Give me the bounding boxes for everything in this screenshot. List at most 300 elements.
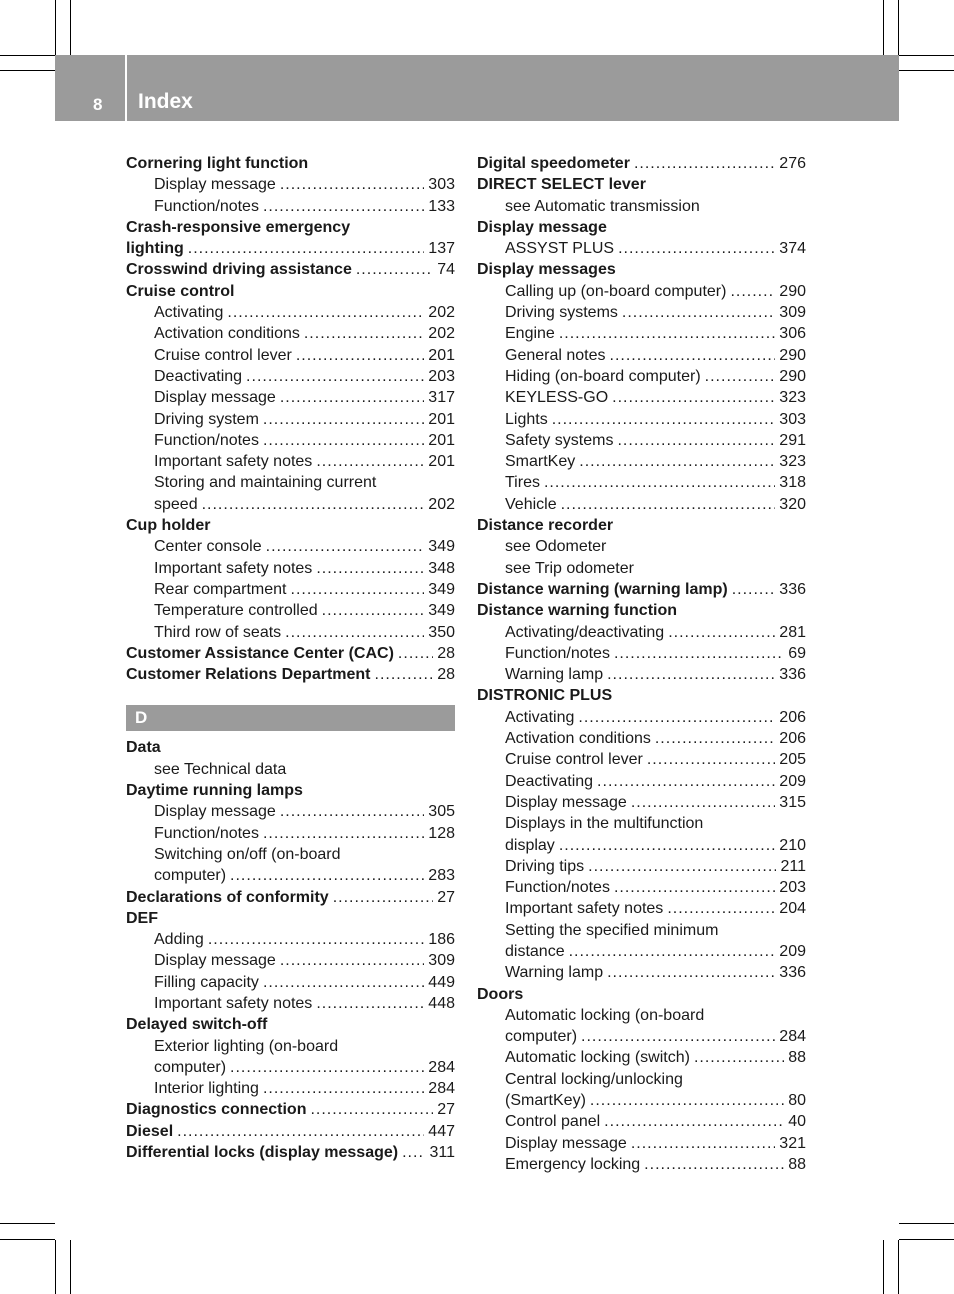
entry-text: Warning lamp xyxy=(505,666,604,684)
index-line xyxy=(505,835,806,856)
page-reference: 291 xyxy=(779,431,806,449)
dot-leader xyxy=(552,409,776,430)
page-reference: 290 xyxy=(779,346,806,364)
entry-text: Filling capacity xyxy=(154,973,259,991)
entry-text: DEF xyxy=(126,909,158,927)
index-subentry xyxy=(126,494,455,515)
index-line xyxy=(154,929,455,950)
entry-text: Switching on/off (on-board xyxy=(154,845,341,863)
index-line xyxy=(126,259,455,280)
index-line xyxy=(505,536,806,557)
entry-text: computer) xyxy=(505,1028,578,1046)
index-heading xyxy=(126,515,455,536)
dot-leader xyxy=(604,1111,784,1132)
entry-text: Important safety notes xyxy=(154,559,313,577)
index-line xyxy=(154,430,455,451)
entry-text: Distance warning (warning lamp) xyxy=(477,580,728,598)
index-subentry xyxy=(477,792,806,813)
index-subentry xyxy=(477,302,806,323)
dot-leader xyxy=(579,451,775,472)
entry-text: (SmartKey) xyxy=(505,1092,586,1110)
entry-text: Temperature controlled xyxy=(154,602,318,620)
index-line xyxy=(154,409,455,430)
index-line xyxy=(505,302,806,323)
dot-leader xyxy=(202,494,425,515)
dot-leader xyxy=(263,972,424,993)
index-subentry xyxy=(126,387,455,408)
entry-text: Important safety notes xyxy=(505,900,664,918)
entry-text: Cruise control lever xyxy=(505,751,643,769)
entry-text: Function/notes xyxy=(505,879,610,897)
index-line xyxy=(505,281,806,302)
index-subentry xyxy=(477,1026,806,1047)
dot-leader xyxy=(227,302,424,323)
page-reference: 323 xyxy=(779,453,806,471)
index-subentry xyxy=(126,579,455,600)
header-bar xyxy=(55,55,899,121)
page-reference: 318 xyxy=(779,474,806,492)
index-subentry xyxy=(477,238,806,259)
index-subentry xyxy=(477,323,806,344)
crop-mark xyxy=(0,70,55,71)
page-reference: 201 xyxy=(428,431,455,449)
index-subentry xyxy=(126,366,455,387)
index-heading xyxy=(477,174,806,195)
index-subentry xyxy=(477,387,806,408)
page-reference: 201 xyxy=(428,346,455,364)
page-reference: 284 xyxy=(779,1028,806,1046)
index-line xyxy=(154,1036,455,1057)
page-reference: 201 xyxy=(428,410,455,428)
dot-leader xyxy=(705,366,776,387)
index-subentry xyxy=(477,366,806,387)
index-line xyxy=(505,749,806,770)
index-line xyxy=(126,1099,455,1120)
page-reference: 276 xyxy=(779,155,806,172)
index-subentry xyxy=(477,664,806,685)
index-line xyxy=(477,685,806,706)
index-line xyxy=(154,622,455,643)
entry-text: DISTRONIC PLUS xyxy=(477,687,613,705)
index-line xyxy=(505,1090,806,1111)
entry-text: Cornering light function xyxy=(126,155,309,172)
entry-text: Important safety notes xyxy=(154,994,313,1012)
index-line xyxy=(505,920,806,941)
entry-text: Central locking/unlocking xyxy=(505,1070,683,1088)
dot-leader xyxy=(730,281,775,302)
dot-leader xyxy=(647,749,775,770)
entry-text: Display message xyxy=(154,176,276,194)
index-subentry xyxy=(477,472,806,493)
dot-leader xyxy=(263,823,424,844)
index-subentry xyxy=(126,865,455,886)
page-reference: 128 xyxy=(428,824,455,842)
index-heading xyxy=(126,1142,455,1163)
index-heading xyxy=(477,685,806,706)
index-line xyxy=(154,174,455,195)
index-subentry xyxy=(477,856,806,877)
crop-mark xyxy=(899,70,954,71)
page-reference: 290 xyxy=(779,282,806,300)
index-subentry xyxy=(477,1047,806,1068)
entry-text: Display message xyxy=(154,803,276,821)
entry-text: Display message xyxy=(154,389,276,407)
index-line xyxy=(154,558,455,579)
crop-mark xyxy=(55,0,56,55)
index-subentry xyxy=(126,1036,455,1057)
dot-leader xyxy=(177,1121,424,1142)
dot-leader xyxy=(622,302,775,323)
entry-text: Third row of seats xyxy=(154,623,282,641)
entry-text: Emergency locking xyxy=(505,1155,641,1173)
entry-text: Activating xyxy=(154,304,224,322)
page-reference: 284 xyxy=(428,1080,455,1098)
index-subentry xyxy=(126,174,455,195)
entry-text: Function/notes xyxy=(154,824,259,842)
index-line xyxy=(154,494,455,515)
index-line xyxy=(505,196,806,217)
dot-leader xyxy=(304,323,424,344)
index-line xyxy=(477,259,806,280)
page-reference: 349 xyxy=(428,538,455,556)
dot-leader xyxy=(561,494,776,515)
entry-text: Exterior lighting (on-board xyxy=(154,1037,339,1055)
entry-text: Delayed switch-off xyxy=(126,1016,268,1034)
entry-text: Diagnostics connection xyxy=(126,1101,307,1119)
index-line xyxy=(505,451,806,472)
index-heading xyxy=(126,281,455,302)
index-subentry xyxy=(477,1133,806,1154)
page-reference: 209 xyxy=(779,942,806,960)
index-group xyxy=(126,737,455,1163)
index-subentry xyxy=(126,451,455,472)
index-line xyxy=(126,217,455,238)
entry-text: computer) xyxy=(154,867,227,885)
dot-leader xyxy=(732,579,776,600)
index-subentry xyxy=(477,771,806,792)
entry-text: Center console xyxy=(154,538,262,556)
entry-text: Daytime running lamps xyxy=(126,782,303,800)
dot-leader xyxy=(316,993,424,1014)
page-reference: 448 xyxy=(428,994,455,1012)
index-heading xyxy=(126,1121,455,1142)
page-reference: 69 xyxy=(788,644,806,662)
index-line xyxy=(505,1111,806,1132)
page-reference: 315 xyxy=(779,793,806,811)
page-reference: 203 xyxy=(428,367,455,385)
entry-text: Vehicle xyxy=(505,495,557,513)
dot-leader xyxy=(230,865,424,886)
entry-text: Activating/deactivating xyxy=(505,623,665,641)
dot-leader xyxy=(263,1078,424,1099)
entry-text: Doors xyxy=(477,985,524,1003)
index-line xyxy=(505,664,806,685)
index-line xyxy=(154,579,455,600)
crop-mark xyxy=(898,0,899,55)
entry-text: Lights xyxy=(505,410,548,428)
index-subentry xyxy=(477,281,806,302)
index-subentry xyxy=(477,643,806,664)
index-line xyxy=(154,972,455,993)
dot-leader xyxy=(291,579,425,600)
index-line xyxy=(505,409,806,430)
index-subentry xyxy=(126,430,455,451)
dot-leader xyxy=(655,728,775,749)
entry-text: Activation conditions xyxy=(505,730,651,748)
entry-text: computer) xyxy=(154,1058,227,1076)
entry-text: Tires xyxy=(505,474,540,492)
dot-leader xyxy=(610,345,776,366)
index-subentry xyxy=(477,1111,806,1132)
entry-text: ASSYST PLUS xyxy=(505,240,615,258)
header-divider xyxy=(125,55,127,121)
index-subentry xyxy=(477,898,806,919)
entry-text: Driving tips xyxy=(505,857,585,875)
index-subentry xyxy=(126,345,455,366)
dot-leader xyxy=(578,707,775,728)
crop-mark xyxy=(899,1223,954,1224)
index-line xyxy=(505,558,806,579)
index-subentry xyxy=(126,409,455,430)
index-line xyxy=(505,771,806,792)
index-line xyxy=(477,600,806,621)
index-subentry xyxy=(126,950,455,971)
index-subentry xyxy=(477,877,806,898)
index-line xyxy=(126,1014,455,1035)
entry-text: see Technical data xyxy=(154,760,287,778)
page-reference: 283 xyxy=(428,867,455,885)
dot-leader xyxy=(285,622,424,643)
index-subentry xyxy=(477,749,806,770)
entry-text: Control panel xyxy=(505,1113,601,1131)
index-line xyxy=(126,643,455,664)
dot-leader xyxy=(280,387,424,408)
index-heading xyxy=(126,153,455,174)
index-line xyxy=(126,1121,455,1142)
entry-text: Automatic locking (on-board xyxy=(505,1006,705,1024)
page-reference: 40 xyxy=(788,1113,806,1131)
index-line xyxy=(505,1069,806,1090)
index-heading xyxy=(477,600,806,621)
dot-leader xyxy=(322,600,425,621)
index-subentry xyxy=(126,302,455,323)
index-line xyxy=(154,472,455,493)
index-line xyxy=(154,801,455,822)
index-line xyxy=(505,962,806,983)
index-subentry xyxy=(477,728,806,749)
dot-leader xyxy=(559,835,775,856)
index-subentry xyxy=(477,962,806,983)
dot-leader xyxy=(280,801,424,822)
entry-text: Interior lighting xyxy=(154,1080,259,1098)
page-reference: 317 xyxy=(428,389,455,407)
entry-text: Display message xyxy=(505,793,627,811)
crop-mark xyxy=(899,55,954,56)
index-heading xyxy=(477,217,806,238)
dot-leader xyxy=(668,622,775,643)
dot-leader xyxy=(208,929,424,950)
index-line xyxy=(126,238,455,259)
dot-leader xyxy=(333,887,434,908)
dot-leader xyxy=(617,430,775,451)
index-subentry xyxy=(477,707,806,728)
index-subentry xyxy=(126,759,455,780)
page-title: Index xyxy=(138,90,193,113)
index-line xyxy=(126,737,455,758)
page-reference: 209 xyxy=(779,772,806,790)
index-subentry xyxy=(477,941,806,962)
entry-text: Engine xyxy=(505,325,555,343)
dot-leader xyxy=(296,345,424,366)
page-reference: 201 xyxy=(428,453,455,471)
entry-text: Customer Assistance Center (CAC) xyxy=(126,644,394,662)
index-subentry xyxy=(477,558,806,579)
index-heading xyxy=(126,1099,455,1120)
page-reference: 27 xyxy=(437,888,455,906)
dot-leader xyxy=(230,1057,424,1078)
index-line xyxy=(154,1078,455,1099)
entry-text: Crosswind driving assistance xyxy=(126,261,352,279)
crop-mark xyxy=(0,1239,55,1240)
entry-text: Deactivating xyxy=(505,772,594,790)
page-reference: 320 xyxy=(779,495,806,513)
page-reference: 204 xyxy=(779,900,806,918)
page-reference: 203 xyxy=(779,879,806,897)
page-reference: 28 xyxy=(437,666,455,684)
index-subentry xyxy=(126,196,455,217)
entry-text: Driving systems xyxy=(505,304,618,322)
index-line xyxy=(505,472,806,493)
index-subentry xyxy=(126,801,455,822)
entry-text: Displays in the multifunction xyxy=(505,815,704,833)
crop-mark xyxy=(898,1240,899,1294)
page-reference: 374 xyxy=(779,240,806,258)
dot-leader xyxy=(569,941,776,962)
entry-text: Data xyxy=(126,739,161,757)
index-heading xyxy=(126,259,455,280)
index-subentry xyxy=(126,823,455,844)
index-line xyxy=(154,302,455,323)
index-line xyxy=(477,174,806,195)
entry-text: General notes xyxy=(505,346,606,364)
page-reference: 306 xyxy=(779,325,806,343)
index-heading xyxy=(126,1014,455,1035)
entry-text: Calling up (on-board computer) xyxy=(505,282,727,300)
index-subentry xyxy=(126,929,455,950)
index-line xyxy=(154,844,455,865)
index-heading xyxy=(126,238,455,259)
index-line xyxy=(154,993,455,1014)
index-line xyxy=(154,196,455,217)
index-subentry xyxy=(477,813,806,834)
crop-mark xyxy=(883,0,884,55)
page-reference: 309 xyxy=(428,952,455,970)
page-reference: 211 xyxy=(780,857,806,875)
index-line xyxy=(505,1133,806,1154)
page-number: 8 xyxy=(93,95,103,114)
index-line xyxy=(126,887,455,908)
page-reference: 336 xyxy=(779,666,806,684)
entry-text: Distance warning function xyxy=(477,602,678,620)
index-line xyxy=(154,759,455,780)
entry-text: Display messages xyxy=(477,261,616,279)
entry-text: Hiding (on-board computer) xyxy=(505,367,701,385)
entry-text: Activation conditions xyxy=(154,325,300,343)
dot-leader xyxy=(266,536,425,557)
entry-text: Crash-responsive emergency xyxy=(126,218,351,236)
index-line xyxy=(505,345,806,366)
index-line xyxy=(505,856,806,877)
entry-text: Deactivating xyxy=(154,367,243,385)
index-line xyxy=(477,515,806,536)
entry-text: Customer Relations Department xyxy=(126,666,371,684)
dot-leader xyxy=(694,1047,784,1068)
index-line xyxy=(505,622,806,643)
page-reference: 202 xyxy=(428,304,455,322)
entry-text: lighting xyxy=(126,240,184,258)
index-line xyxy=(154,451,455,472)
page-reference: 133 xyxy=(428,197,455,215)
dot-leader xyxy=(607,962,775,983)
crop-mark xyxy=(883,1240,884,1294)
index-subentry xyxy=(126,1057,455,1078)
entry-text: SmartKey xyxy=(505,453,576,471)
entry-text: Storing and maintaining current xyxy=(154,474,377,492)
page-reference: 202 xyxy=(428,325,455,343)
entry-text: Distance recorder xyxy=(477,517,614,535)
index-line xyxy=(126,664,455,685)
entry-text: Function/notes xyxy=(505,644,610,662)
page-reference: 309 xyxy=(779,304,806,322)
page-reference: 186 xyxy=(428,931,455,949)
entry-text: distance xyxy=(505,942,565,960)
index-group xyxy=(126,153,455,685)
page-reference: 80 xyxy=(788,1092,806,1110)
index-line xyxy=(126,1142,455,1163)
page-reference: 88 xyxy=(788,1155,806,1173)
entry-text: Cruise control xyxy=(126,282,235,300)
index-line xyxy=(126,281,455,302)
index-line xyxy=(154,865,455,886)
index-line xyxy=(505,707,806,728)
index-subentry xyxy=(126,1078,455,1099)
index-heading xyxy=(126,887,455,908)
dot-leader xyxy=(402,1142,425,1163)
index-line xyxy=(154,387,455,408)
page-reference: 323 xyxy=(779,389,806,407)
crop-mark xyxy=(899,1239,954,1240)
index-line xyxy=(154,366,455,387)
index-line xyxy=(505,366,806,387)
entry-text: Display message xyxy=(477,218,607,236)
index-line xyxy=(505,323,806,344)
index-heading xyxy=(126,908,455,929)
page-reference: 281 xyxy=(779,623,806,641)
index-subentry xyxy=(477,835,806,856)
page-reference: 447 xyxy=(428,1122,455,1140)
index-subentry xyxy=(126,972,455,993)
index-line xyxy=(505,238,806,259)
index-column-right xyxy=(477,153,806,1175)
index-line xyxy=(154,1057,455,1078)
dot-leader xyxy=(618,238,775,259)
page-reference: 88 xyxy=(788,1049,806,1067)
entry-text: Differential locks (display message) xyxy=(126,1144,399,1162)
page-reference: 290 xyxy=(779,367,806,385)
dot-leader xyxy=(263,196,424,217)
crop-mark xyxy=(55,1240,56,1294)
entry-text: Rear compartment xyxy=(154,580,287,598)
